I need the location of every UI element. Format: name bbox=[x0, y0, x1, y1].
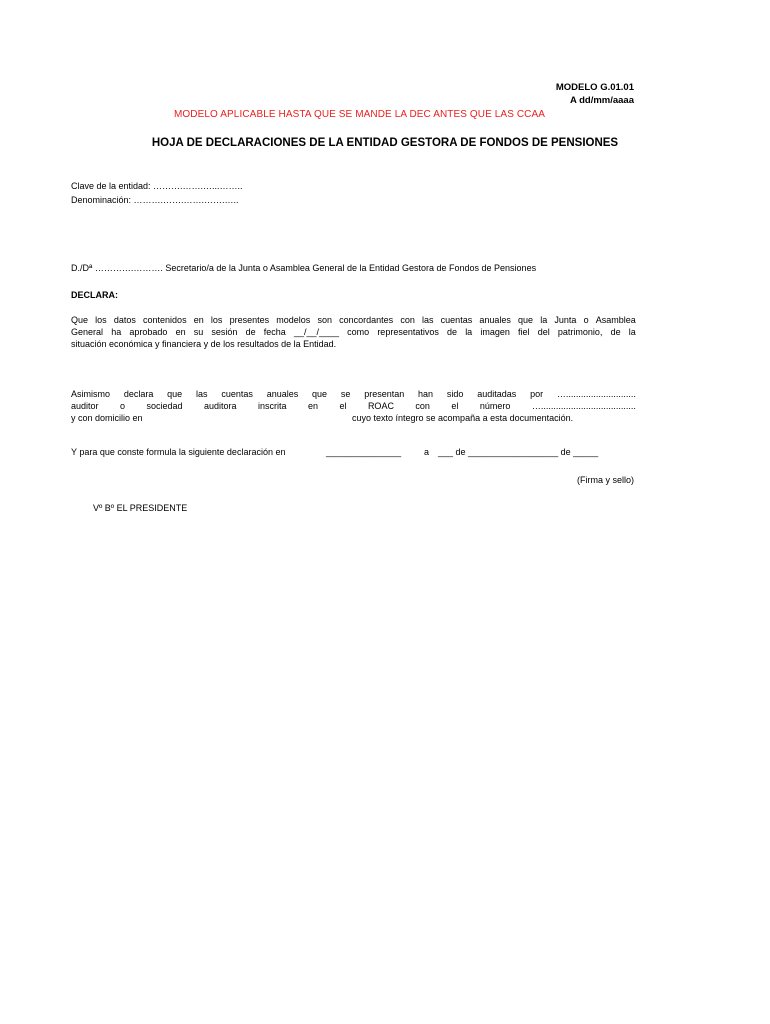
word: cuentas bbox=[221, 389, 253, 399]
secretario-line: D./Dª ………….………. Secretario/a de la Junta o Asamblea General de la Entidad Gestora de Fondos de Pensiones bbox=[71, 263, 537, 273]
word: datos bbox=[113, 315, 136, 325]
word: declara bbox=[123, 389, 154, 399]
presidente-label: Vº Bº EL PRESIDENTE bbox=[93, 503, 188, 513]
word: auditadas bbox=[477, 389, 517, 399]
word: han bbox=[418, 389, 434, 399]
word: los bbox=[95, 315, 107, 325]
word: auditor bbox=[71, 401, 99, 411]
document-title: HOJA DE DECLARACIONES DE LA ENTIDAD GESTORA DE FONDOS DE PENSIONES bbox=[151, 137, 619, 149]
word: como bbox=[347, 327, 370, 337]
closing-a: a bbox=[424, 447, 430, 457]
word: Asimismo bbox=[71, 389, 111, 399]
word: el bbox=[451, 401, 459, 411]
paragraph-datos-line-3: situación económica y financiera y de los resultados de la Entidad. bbox=[71, 339, 337, 349]
word: anuales bbox=[479, 315, 511, 325]
texto-integro-label: cuyo texto íntegro se acompaña a esta documentación. bbox=[352, 413, 574, 423]
aviso-text: MODELO APLICABLE HASTA QUE SE MANDE LA DEC ANTES QUE LAS CCAA bbox=[174, 109, 546, 120]
word: representativos bbox=[377, 327, 439, 337]
paragraph-datos bbox=[71, 314, 636, 350]
word: __/__/____ bbox=[293, 327, 339, 337]
firma-sello: (Firma y sello) bbox=[576, 475, 634, 485]
word: de bbox=[245, 327, 256, 337]
word: que bbox=[518, 315, 534, 325]
word: ROAC bbox=[367, 401, 394, 411]
word: inscrita bbox=[257, 401, 287, 411]
word: contenidos bbox=[143, 315, 187, 325]
closing-text: Y para que conste formula la siguiente declaración en bbox=[71, 447, 286, 457]
word: por bbox=[530, 389, 544, 399]
word: número bbox=[479, 401, 511, 411]
word: sociedad bbox=[146, 401, 183, 411]
closing-blank-place: _______________ bbox=[326, 447, 402, 457]
word: del bbox=[537, 327, 550, 337]
word: imagen bbox=[480, 327, 510, 337]
word: presentan bbox=[364, 389, 405, 399]
word: el bbox=[339, 401, 347, 411]
paragraph-auditoria-line-2 bbox=[71, 400, 636, 412]
paragraph-auditoria-line-1 bbox=[71, 388, 636, 400]
word: ha bbox=[111, 327, 122, 337]
modelo-block bbox=[556, 81, 634, 107]
word: anuales bbox=[266, 389, 299, 399]
word: fecha bbox=[263, 327, 286, 337]
word: con bbox=[400, 315, 415, 325]
declara-heading: DECLARA: bbox=[71, 290, 118, 300]
word: Asamblea bbox=[595, 315, 636, 325]
word: que bbox=[312, 389, 328, 399]
word: la bbox=[628, 327, 636, 337]
word: se bbox=[340, 389, 351, 399]
word: de bbox=[447, 327, 458, 337]
domicilio-label: y con domicilio en bbox=[71, 413, 143, 423]
modelo-code: MODELO G.01.01 bbox=[555, 82, 634, 93]
closing-blank-date: ___ de __________________ de _____ bbox=[438, 447, 599, 457]
word: concordantes bbox=[339, 315, 394, 325]
word: Que bbox=[71, 315, 89, 325]
word: o bbox=[120, 401, 126, 411]
word: con bbox=[415, 401, 430, 411]
word: fiel bbox=[518, 327, 530, 337]
word: la bbox=[540, 315, 548, 325]
word: cuentas bbox=[440, 315, 473, 325]
word: las bbox=[196, 389, 208, 399]
word: las bbox=[422, 315, 434, 325]
word: patrimonio, bbox=[557, 327, 603, 337]
word: sesión bbox=[211, 327, 238, 337]
paragraph-auditoria bbox=[71, 388, 636, 424]
word: la bbox=[465, 327, 473, 337]
word: presentes bbox=[229, 315, 270, 325]
word: o bbox=[583, 315, 589, 325]
paragraph-datos-line-1 bbox=[71, 314, 636, 326]
paragraph-auditoria-line-3 bbox=[71, 412, 636, 424]
word: son bbox=[317, 315, 332, 325]
word: su bbox=[193, 327, 204, 337]
word: sido bbox=[446, 389, 464, 399]
word: Junta bbox=[554, 315, 577, 325]
word: modelos bbox=[276, 315, 311, 325]
word: en bbox=[307, 401, 318, 411]
word: …...................................... bbox=[531, 401, 636, 411]
word: aprobado bbox=[129, 327, 168, 337]
word: de bbox=[610, 327, 621, 337]
word: en bbox=[175, 327, 186, 337]
word: auditora bbox=[203, 401, 237, 411]
paragraph-datos-line-2 bbox=[71, 326, 636, 338]
denominacion-field: Denominación: ……….…….…….…….….. bbox=[71, 195, 239, 205]
word: que bbox=[167, 389, 183, 399]
word: …............................ bbox=[556, 389, 636, 399]
word: en bbox=[193, 315, 204, 325]
word: General bbox=[71, 327, 104, 337]
fecha-formato: A dd/mm/aaaa bbox=[569, 95, 634, 106]
word: los bbox=[210, 315, 223, 325]
clave-entidad-field: Clave de la entidad: ……….…….…...…….. bbox=[71, 181, 243, 191]
